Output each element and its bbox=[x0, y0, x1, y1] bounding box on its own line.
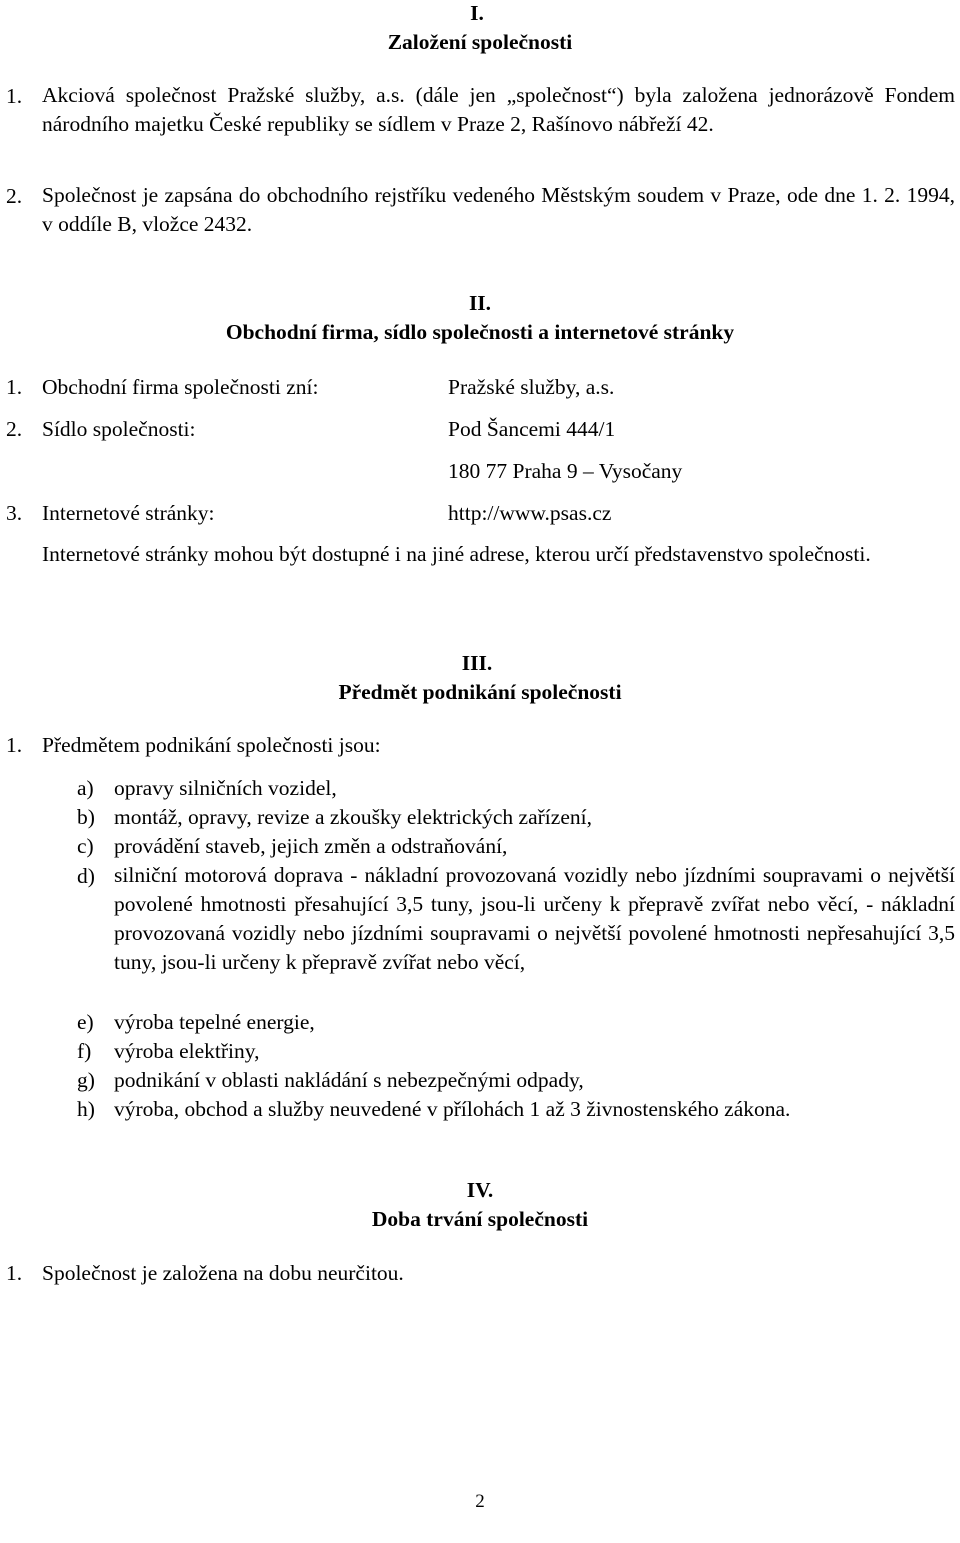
section-1-title: Založení společnosti bbox=[387, 30, 573, 54]
website-link[interactable]: http://www.psas.cz bbox=[448, 501, 612, 525]
list-item-e-text: výroba tepelné energie, bbox=[114, 1010, 315, 1034]
list-item-f-text: výroba elektřiny, bbox=[114, 1039, 260, 1063]
section-1-number: I. bbox=[470, 1, 484, 25]
list-item-a-letter: a) bbox=[77, 776, 94, 800]
list-item-b-letter: b) bbox=[77, 805, 95, 829]
list-item-f-letter: f) bbox=[77, 1039, 92, 1063]
registered-office-street: Pod Šancemi 444/1 bbox=[448, 417, 616, 441]
section-4-item-1-number: 1. bbox=[6, 1261, 23, 1285]
website-label: Internetové stránky: bbox=[42, 501, 215, 525]
section-2-title: Obchodní firma, sídlo společnosti a internetové stránky bbox=[225, 320, 735, 344]
section-1-item-1-number: 1. bbox=[6, 84, 23, 108]
list-item-a-text: opravy silničních vozidel, bbox=[114, 776, 337, 800]
list-item-b-text: montáž, opravy, revize a zkoušky elektrických zařízení, bbox=[114, 805, 592, 829]
company-name-value: Pražské služby, a.s. bbox=[448, 375, 615, 399]
section-3-number: III. bbox=[461, 651, 493, 675]
section-1-item-1-text: Akciová společnost Pražské služby, a.s. (dále jen „společnost“) byla založena jednorázově Fondem národního majetku České republiky se sídlem v Praze 2, Rašínovo nábřeží 42. bbox=[42, 83, 955, 136]
section-3-intro: Předmětem podnikání společnosti jsou: bbox=[42, 733, 381, 757]
list-item-d-letter: d) bbox=[77, 864, 95, 888]
list-item-h-text: výroba, obchod a služby neuvedené v přílohách 1 až 3 živnostenského zákona. bbox=[114, 1097, 791, 1121]
section-2-row-2-number: 2. bbox=[6, 417, 23, 441]
website-note: Internetové stránky mohou být dostupné i na jiné adrese, kterou určí představenstvo společnosti. bbox=[42, 542, 871, 566]
registered-office-label: Sídlo společnosti: bbox=[42, 417, 196, 441]
section-4-item-1-text: Společnost je založena na dobu neurčitou. bbox=[42, 1261, 404, 1285]
section-4-number: IV. bbox=[466, 1178, 494, 1202]
list-item-c-text: provádění staveb, jejich změn a odstraňování, bbox=[114, 834, 508, 858]
registered-office-city: 180 77 Praha 9 – Vysočany bbox=[448, 459, 683, 483]
section-3-intro-number: 1. bbox=[6, 733, 23, 757]
section-4-title: Doba trvání společnosti bbox=[371, 1207, 589, 1231]
section-2-row-1-number: 1. bbox=[6, 375, 23, 399]
section-2-row-3-number: 3. bbox=[6, 501, 23, 525]
page-number: 2 bbox=[475, 1491, 485, 1512]
list-item-g-letter: g) bbox=[77, 1068, 95, 1092]
list-item-c-letter: c) bbox=[77, 834, 94, 858]
company-name-label: Obchodní firma společnosti zní: bbox=[42, 375, 319, 399]
list-item-d-text: silniční motorová doprava - nákladní provozovaná vozidly nebo jízdními soupravami o největší povolené hmotnosti přesahující 3,5 tuny, jsou-li určeny k přepravě zvířat nebo věcí, - nákladní provozovaná vozidly nebo jízdními soupravami o největší povolené hmotnosti nepřesahující 3,5 tuny, jsou-li určeny k přepravě zvířat nebo věcí, bbox=[114, 863, 955, 974]
list-item-e-letter: e) bbox=[77, 1010, 94, 1034]
section-3-title: Předmět podnikání společnosti bbox=[338, 680, 622, 704]
section-2-number: II. bbox=[468, 291, 492, 315]
list-item-h-letter: h) bbox=[77, 1097, 95, 1121]
list-item-g-text: podnikání v oblasti nakládání s nebezpečnými odpady, bbox=[114, 1068, 584, 1092]
section-1-item-2-text: Společnost je zapsána do obchodního rejstříku vedeného Městským soudem v Praze, ode dne 1. 2. 1994, v oddíle B, vložce 2432. bbox=[42, 183, 955, 236]
section-1-item-2-number: 2. bbox=[6, 184, 23, 208]
